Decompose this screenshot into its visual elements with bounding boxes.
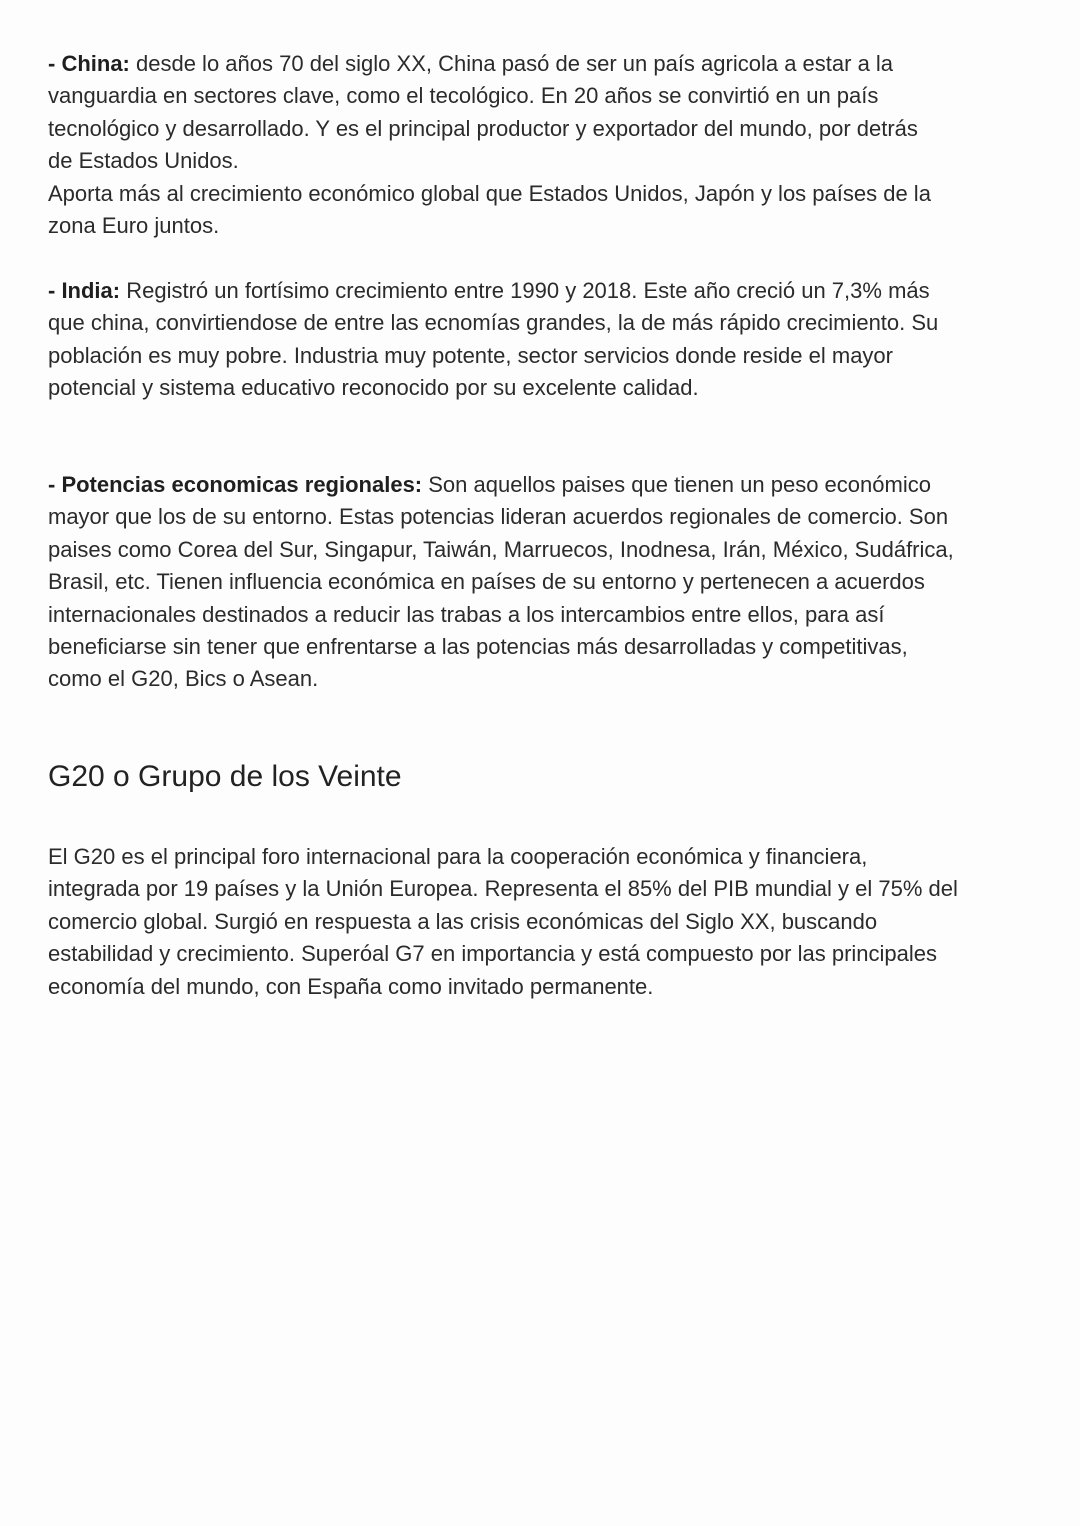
text-line: beneficiarse sin tener que enfrentarse a las potencias más desarrolladas y competitivas,: [48, 634, 908, 660]
text-line: [48, 469, 1048, 501]
india-label: - India:: [48, 278, 121, 303]
text-line: comercio global. Surgió en respuesta a las crisis económicas del Siglo XX, buscando: [48, 908, 878, 934]
text-fragment: desde lo años 70 del siglo XX, China pasó de ser un país agricola a estar a la: [129, 51, 894, 76]
text-line: El G20 es el principal foro internacional para la cooperación económica y financiera,: [48, 844, 868, 869]
text-line: paises como Corea del Sur, Singapur, Taiwán, Marruecos, Inodnesa, Irán, México, Sudáfrica,: [48, 536, 954, 562]
text-line: integrada por 19 países y la Unión Europea. Representa el 85% del PIB mundial y el 75% del: [48, 876, 958, 902]
text-line: población es muy pobre. Industria muy potente, sector servicios donde reside el mayor: [48, 342, 893, 368]
regionales-paragraph: [48, 469, 1048, 696]
text-line: vanguardia en sectores clave, como el tecológico. En 20 años se convirtió en un país: [48, 83, 879, 109]
text-fragment: Son aquellos paises que tienen un peso económico: [422, 472, 931, 497]
text-line: [48, 48, 1048, 80]
text-line: que china, convirtiendose de entre las ecnomías grandes, la de más rápido crecimiento. Su: [48, 310, 939, 336]
text-line: como el G20, Bics o Asean.: [48, 666, 319, 692]
china-label: - China:: [48, 51, 130, 76]
text-line: economía del mundo, con España como invitado permanente.: [48, 973, 654, 999]
text-line: tecnológico y desarrollado. Y es el principal productor y exportador del mundo, por detrás: [48, 115, 918, 141]
text-fragment: Registró un fortísimo crecimiento entre 1990 y 2018. Este año creció un 7,3% más: [120, 278, 930, 303]
regionales-label: - Potencias economicas regionales:: [48, 472, 423, 497]
text-line: zona Euro juntos.: [48, 213, 220, 239]
text-line: de Estados Unidos.: [48, 148, 239, 174]
text-line: internacionales destinados a reducir las trabas a los intercambios entre ellos, para así: [48, 601, 885, 627]
text-line: estabilidad y crecimiento. Superóal G7 en importancia y está compuesto por las principales: [48, 941, 938, 967]
text-line: Aporta más al crecimiento económico global que Estados Unidos, Japón y los países de la: [48, 180, 931, 206]
china-paragraph: [48, 48, 1048, 242]
g20-paragraph: [48, 841, 1048, 1003]
text-line: [48, 275, 1048, 307]
section-heading: G20 o Grupo de los Veinte: [48, 760, 402, 793]
text-line: Brasil, etc. Tienen influencia económica en países de su entorno y pertenecen a acuerdos: [48, 569, 925, 595]
text-line: potencial y sistema educativo reconocido por su excelente calidad.: [48, 375, 699, 401]
text-line: mayor que los de su entorno. Estas potencias lideran acuerdos regionales de comercio. Son: [48, 504, 949, 530]
india-paragraph: [48, 275, 1048, 405]
